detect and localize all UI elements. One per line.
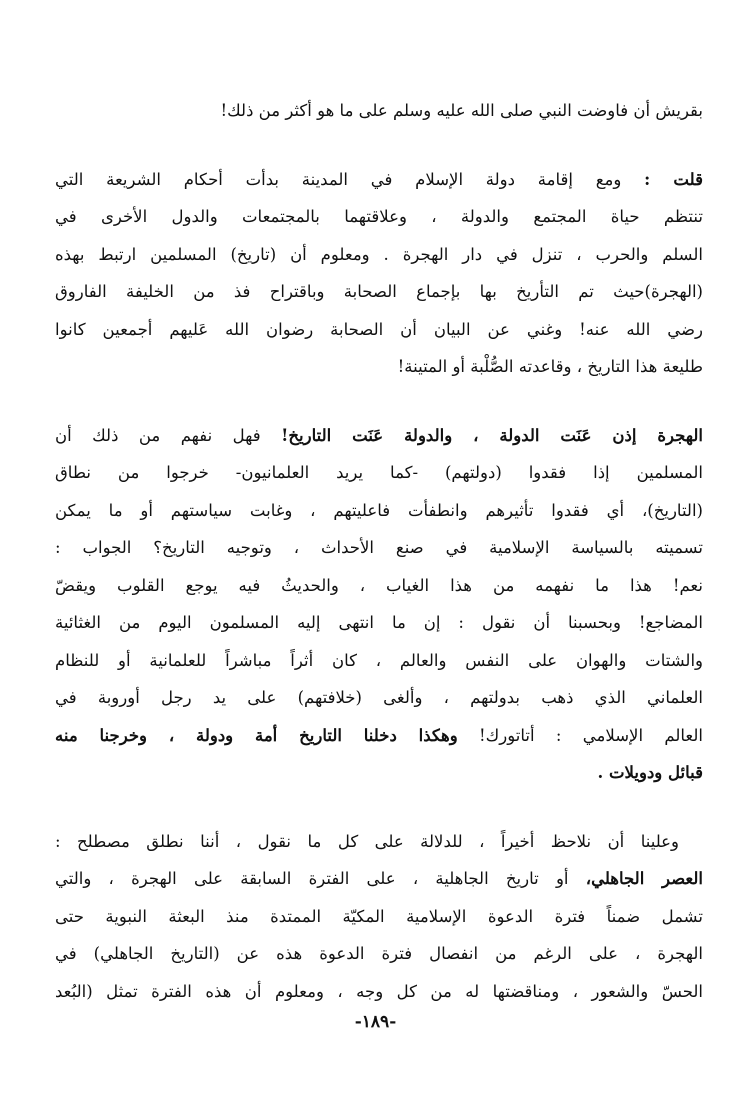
text-line: المسلمين إذا فقدوا (دولتهم) -كما يريد العلمانيون- خرجوا من نطاق [55, 463, 703, 482]
paragraph-gap [55, 130, 703, 161]
bold-lead-text: قلت : [644, 169, 703, 189]
line-text: العالم الإسلامي : أتاتورك! [457, 725, 703, 745]
paragraph-gap [55, 792, 703, 823]
text-line: تنتظم حياة المجتمع والدولة ، وعلاقتهما بالمجتمعات والدول الأخرى في [55, 207, 703, 226]
text-line: السلم والحرب ، تنزل في دار الهجرة . ومعلوم أن (تاريخ) المسلمين ارتبط بهذه [55, 244, 703, 264]
bold-lead-text: الهجرة إذن عَنَت الدولة ، والدولة عَنَت التاريخ! [281, 425, 703, 445]
paragraph-gap [55, 386, 703, 417]
bold-emphasis-text: وهكذا دخلنا التاريخ أمة ودولة ، وخرجنا منه [55, 725, 458, 745]
text-line: تشمل ضمناً فترة الدعوة الإسلامية المكيّة الممتدة منذ البعثة النبوية حتى [55, 906, 703, 926]
text-line [55, 417, 703, 455]
page-body [55, 92, 703, 1052]
text-line: رضي الله عنه! وغني عن البيان أن الصحابة رضوان الله عَليهم أجمعين كانوا [55, 319, 703, 339]
text-line: قبائل ودويلات . [597, 763, 703, 782]
text-line [55, 161, 703, 199]
text-line: نعم! هذا ما نفهمه من هذا الغياب ، والحديثُ فيه يوجع القلوب ويقضّ [55, 575, 703, 595]
line-text: أو تاريخ الجاهلية ، على الفترة السابقة على الهجرة ، والتي [55, 869, 586, 888]
text-line: بقريش أن فاوضت النبي صلى الله عليه وسلم على ما هو أكثر من ذلك! [220, 101, 703, 120]
text-line: العلماني الذي ذهب بدولتهم ، وألغى (خلافتهم) على يد رجل أوروبة في [55, 688, 703, 707]
text-line: (الهجرة)حيث تم التأريخ بها بإجماع الصحابة وباقتراح فذ من الخليفة الفاروق [55, 282, 703, 301]
text-line: المضاجع! وبحسبنا أن نقول : إن ما انتهى إليه المسلمون اليوم من الغثائية [55, 613, 703, 632]
page-number: -١٨٩- [354, 1012, 397, 1032]
text-line: الحسّ والشعور ، ومناقضتها له من كل وجه ، ومعلوم أن هذه الفترة تمثل (البُعد [55, 981, 703, 1001]
text-line: تسميته بالسياسة الإسلامية في صنع الأحداث ، وتوجيه التاريخ؟ الجواب : [55, 538, 703, 557]
text-line: والشتات والهوان على النفس والعالم ، كان أثراً مباشراً للعلمانية أو للنظام [55, 650, 703, 670]
text-line [55, 860, 703, 898]
bold-term-text: العصر الجاهلي، [585, 869, 703, 888]
text-line: وعلينا أن نلاحظ أخيراً ، للدلالة على كل ما نقول ، أننا نطلق مصطلح : [55, 831, 679, 851]
text-line: طليعة هذا التاريخ ، وقاعدته الصُّلْبة أو المتينة! [397, 357, 703, 376]
text-line [55, 717, 703, 755]
line-text: فهل نفهم من ذلك أن [55, 425, 282, 445]
line-text: ومع إقامة دولة الإسلام في المدينة بدأت أحكام الشريعة التي [55, 169, 645, 189]
text-line: (التاريخ)، أي فقدوا تأثيرهم وانطفأت فاعليتهم ، وغابت سياستهم أو ما يمكن [55, 500, 703, 520]
text-line: الهجرة ، على الرغم من انفصال فترة الدعوة هذه عن (التاريخ الجاهلي) في [55, 944, 703, 963]
